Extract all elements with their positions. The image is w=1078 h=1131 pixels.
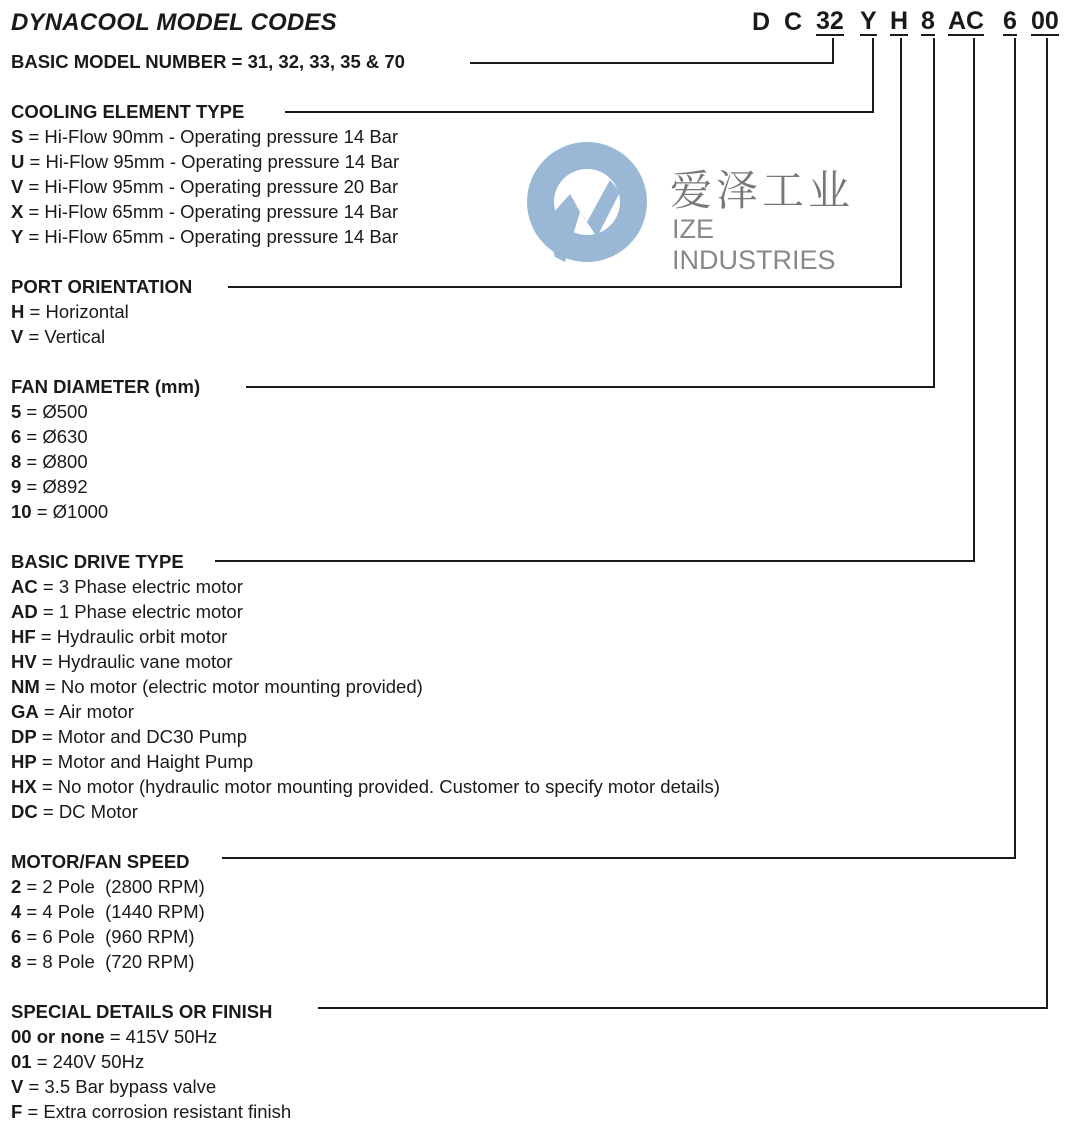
code-option <box>11 126 398 148</box>
option-description: = Hi-Flow 95mm - Operating pressure 20 Bar <box>23 176 399 197</box>
code-option <box>11 426 88 448</box>
section-header: MOTOR/FAN SPEED <box>11 851 190 872</box>
code-option <box>11 176 398 198</box>
option-description: = Vertical <box>23 326 106 347</box>
option-code: 01 <box>11 1051 32 1072</box>
option-code: DC <box>11 801 38 822</box>
option-description: = Ø800 <box>21 451 88 472</box>
option-code: 6 <box>11 426 22 447</box>
option-code: H <box>11 301 25 322</box>
model-code-part: 6 <box>1003 7 1017 35</box>
code-option <box>11 476 88 498</box>
code-option <box>11 1026 217 1048</box>
option-code: GA <box>11 701 39 722</box>
model-code-part: C <box>784 8 803 36</box>
code-option <box>11 201 398 223</box>
option-code: 4 <box>11 901 22 922</box>
option-description: = No motor (hydraulic motor mounting provided. Customer to specify motor details) <box>36 776 720 797</box>
option-code: HX <box>11 776 37 797</box>
option-code: 2 <box>11 876 22 897</box>
code-option <box>11 576 243 598</box>
section-header: BASIC DRIVE TYPE <box>11 551 184 572</box>
option-code: HP <box>11 751 37 772</box>
option-description: = Ø630 <box>21 426 88 447</box>
option-code: AD <box>11 601 38 622</box>
code-option <box>11 626 227 648</box>
option-code: DP <box>11 726 37 747</box>
option-description: = Hi-Flow 65mm - Operating pressure 14 Bar <box>23 226 399 247</box>
connector-basic-model <box>470 38 833 63</box>
code-option <box>11 301 129 323</box>
option-code: 10 <box>11 501 32 522</box>
option-description: = No motor (electric motor mounting provided) <box>39 676 423 697</box>
code-option <box>11 951 195 973</box>
code-option <box>11 801 138 823</box>
option-description: = Horizontal <box>24 301 129 322</box>
code-option <box>11 876 205 898</box>
model-code-part: AC <box>948 7 985 35</box>
code-option <box>11 926 195 948</box>
code-option <box>11 651 233 673</box>
watermark-logo <box>525 142 885 275</box>
model-code-part: 00 <box>1031 7 1059 35</box>
code-option <box>11 601 243 623</box>
option-code: Y <box>11 226 24 247</box>
code-option <box>11 701 134 723</box>
option-description: = Ø500 <box>21 401 88 422</box>
option-description: = 2 Pole (2800 RPM) <box>21 876 205 897</box>
option-description: = 6 Pole (960 RPM) <box>21 926 195 947</box>
model-code-part: H <box>890 7 909 35</box>
option-code: 6 <box>11 926 22 947</box>
code-option <box>11 776 720 798</box>
code-option <box>11 726 247 748</box>
logo-chinese-text: 爱泽工业 <box>670 166 855 215</box>
model-code-part: D <box>752 8 771 36</box>
page-title: DYNACOOL MODEL CODES <box>11 9 337 36</box>
option-code: S <box>11 126 24 147</box>
option-code: 00 or none <box>11 1026 105 1047</box>
code-option <box>11 751 253 773</box>
option-description: = 1 Phase electric motor <box>37 601 243 622</box>
option-code: 5 <box>11 401 22 422</box>
option-code: 9 <box>11 476 22 497</box>
option-description: = 3.5 Bar bypass valve <box>23 1076 217 1097</box>
code-option <box>11 1051 144 1073</box>
section-header: PORT ORIENTATION <box>11 276 193 297</box>
option-code: AC <box>11 576 38 597</box>
code-option <box>11 401 88 423</box>
option-description: = Hydraulic orbit motor <box>35 626 228 647</box>
option-description: = Motor and DC30 Pump <box>36 726 247 747</box>
option-code: 8 <box>11 951 22 972</box>
option-description: = Ø1000 <box>31 501 109 522</box>
section-header: SPECIAL DETAILS OR FINISH <box>11 1001 273 1022</box>
model-code-part: 32 <box>816 7 844 35</box>
code-option <box>11 451 88 473</box>
code-option <box>11 151 399 173</box>
option-description: = Hi-Flow 90mm - Operating pressure 14 Bar <box>23 126 399 147</box>
option-code: F <box>11 1101 23 1122</box>
option-description: = Hi-Flow 65mm - Operating pressure 14 Bar <box>23 201 399 222</box>
model-code-part: 8 <box>921 7 935 35</box>
option-description: = 415V 50Hz <box>104 1026 218 1047</box>
option-code: HF <box>11 626 36 647</box>
option-description: = Motor and Haight Pump <box>36 751 254 772</box>
option-description: = Hi-Flow 95mm - Operating pressure 14 Bar <box>24 151 400 172</box>
option-code: V <box>11 176 24 197</box>
option-code: V <box>11 326 24 347</box>
option-description: = Extra corrosion resistant finish <box>22 1101 292 1122</box>
logo-icon <box>525 142 650 267</box>
option-description: = 240V 50Hz <box>31 1051 145 1072</box>
option-code: U <box>11 151 25 172</box>
option-description: = 3 Phase electric motor <box>37 576 243 597</box>
logo-english-text: IZE INDUSTRIES <box>672 214 836 275</box>
section-header: COOLING ELEMENT TYPE <box>11 101 245 122</box>
code-option <box>11 1101 291 1123</box>
option-description: = Ø892 <box>21 476 88 497</box>
option-description: = Hydraulic vane motor <box>36 651 233 672</box>
code-option <box>11 326 105 348</box>
section-header: FAN DIAMETER (mm) <box>11 376 201 397</box>
option-code: X <box>11 201 24 222</box>
section-header: BASIC MODEL NUMBER = 31, 32, 33, 35 & 70 <box>11 51 405 72</box>
connector-drive <box>215 38 974 561</box>
option-code: HV <box>11 651 37 672</box>
option-description: = 8 Pole (720 RPM) <box>21 951 195 972</box>
code-option <box>11 676 423 698</box>
code-option <box>11 501 108 523</box>
option-description: = DC Motor <box>37 801 138 822</box>
option-code: V <box>11 1076 24 1097</box>
option-description: = 4 Pole (1440 RPM) <box>21 901 205 922</box>
model-code-part: Y <box>860 7 877 35</box>
connector-cooling <box>285 38 873 112</box>
code-option <box>11 226 398 248</box>
code-option <box>11 1076 216 1098</box>
option-code: 8 <box>11 451 22 472</box>
code-option <box>11 901 205 923</box>
option-code: NM <box>11 676 40 697</box>
option-description: = Air motor <box>38 701 134 722</box>
